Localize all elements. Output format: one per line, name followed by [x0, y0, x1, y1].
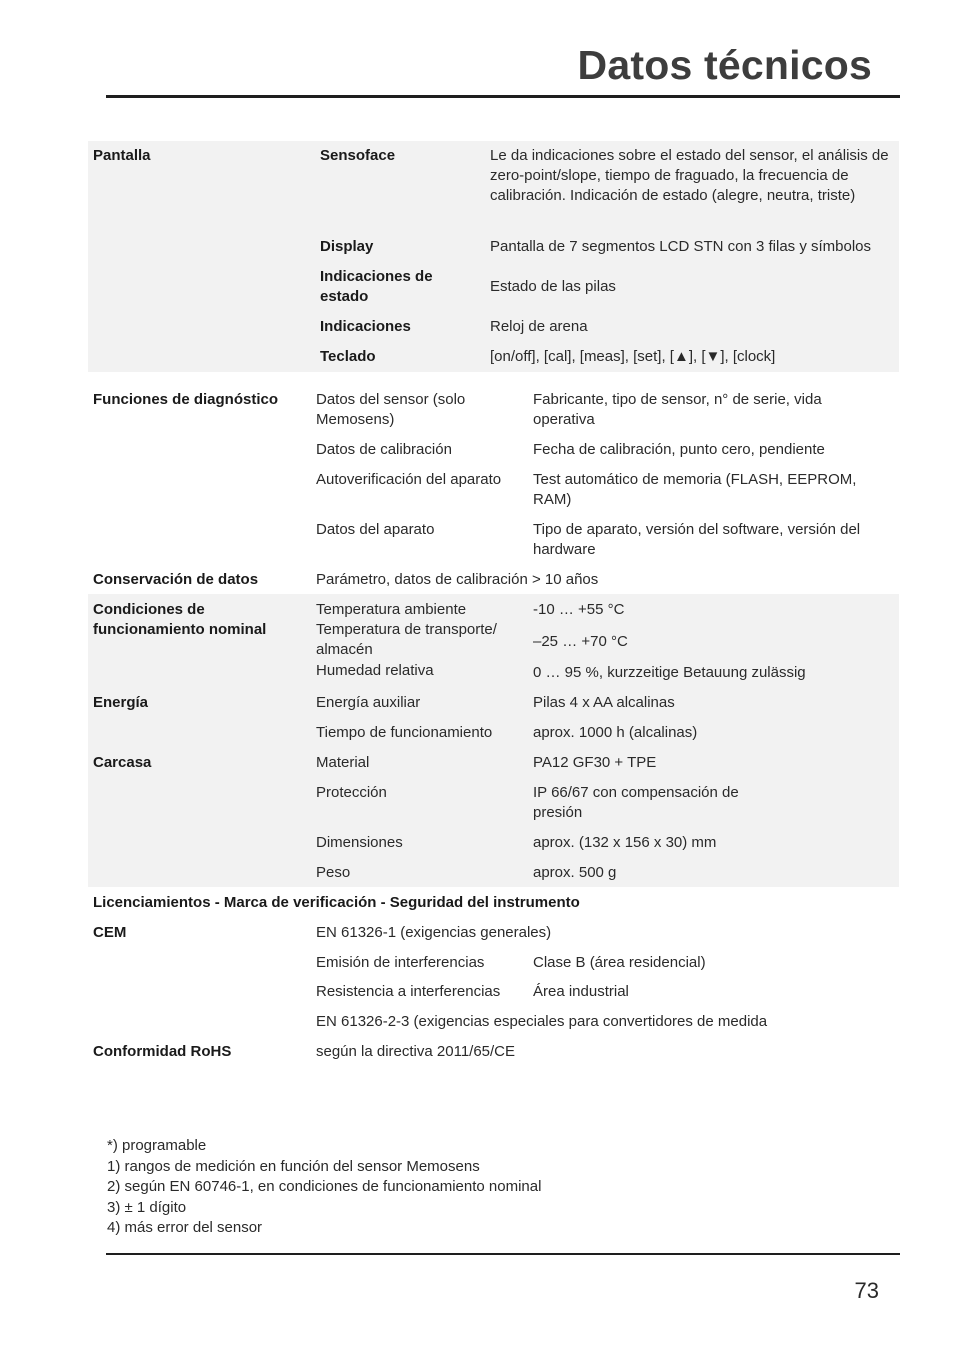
row-value: Tipo de aparato, versión del software, versión del hardware	[533, 521, 861, 558]
row-key: Temperatura ambiente	[316, 601, 467, 618]
footnote: 4) más error del sensor	[107, 1219, 263, 1236]
row-key: Peso	[316, 864, 351, 881]
section-label-pantalla: Pantalla	[93, 147, 151, 164]
row-value: según la directiva 2011/65/CE	[316, 1043, 516, 1060]
row-value: Pantalla de 7 segmentos LCD STN con 3 filas y símbolos	[490, 238, 872, 255]
row-key: Indicaciones	[320, 318, 411, 335]
row-value: Clase B (área residencial)	[533, 954, 706, 971]
row-value: IP 66/67 con compensación de presión	[533, 784, 739, 821]
row-value: -10 … +55 °C	[533, 601, 625, 618]
row-value: –25 … +70 °C	[533, 633, 628, 650]
row-key: Datos de calibración	[316, 441, 452, 458]
row-value: Área industrial	[533, 983, 629, 1000]
row-key: Temperatura de transporte/ almacén	[316, 621, 497, 658]
row-value: Fecha de calibración, punto cero, pendiente	[533, 441, 825, 458]
row-value: Parámetro, datos de calibración > 10 años	[316, 571, 599, 588]
row-value: Pilas 4 x AA alcalinas	[533, 694, 675, 711]
row-value: EN 61326-1 (exigencias generales)	[316, 924, 552, 941]
row-value: Le da indicaciones sobre el estado del sensor, el análisis de zero-point/slope, tiempo de fraguado, la frecuencia de calibración. Indicación de estado (alegre, neutra, triste)	[490, 147, 889, 204]
row-key: Display	[320, 238, 374, 255]
footnote: 1) rangos de medición en función del sensor Memosens	[107, 1157, 480, 1175]
section-label-conservacion: Conservación de datos	[93, 571, 259, 588]
row-value: Test automático de memoria (FLASH, EEPROM, RAM)	[533, 471, 857, 508]
row-value: [on/off], [cal], [meas], [set], [▲], [▼], [clock]	[490, 348, 776, 365]
row-key: Datos del aparato	[316, 521, 435, 538]
row-value: aprox. 500 g	[533, 864, 617, 881]
row-label-rohs: Conformidad RoHS	[93, 1043, 232, 1060]
row-value: Reloj de arena	[490, 318, 588, 335]
row-value: aprox. 1000 h (alcalinas)	[533, 724, 698, 741]
section-label-carcasa: Carcasa	[93, 754, 152, 771]
footnote: 3) ± 1 dígito	[107, 1198, 187, 1216]
row-value: PA12 GF30 + TPE	[533, 754, 657, 771]
row-value: 0 … 95 %, kurzzeitige Betauung zulässig	[533, 664, 806, 681]
section-heading-licencias: Licenciamientos - Marca de verificación - Seguridad del instrumento	[93, 894, 580, 911]
page-title: Datos técnicos	[577, 42, 872, 88]
row-value: Fabricante, tipo de sensor, n° de serie, vida operativa	[533, 391, 822, 428]
row-value: Estado de las pilas	[490, 278, 616, 295]
row-key: Resistencia a interferencias	[316, 983, 501, 1000]
row-key: Energía auxiliar	[316, 694, 421, 711]
row-key: Dimensiones	[316, 834, 403, 851]
row-key: Emisión de interferencias	[316, 954, 485, 971]
row-key: Teclado	[320, 348, 376, 365]
row-key: Humedad relativa	[316, 662, 434, 679]
row-key: Autoverificación del aparato	[316, 471, 502, 488]
footnote: *) programable	[107, 1137, 207, 1154]
row-key: Tiempo de funcionamiento	[316, 724, 493, 741]
row-key: Material	[316, 754, 370, 771]
footnotes	[107, 1136, 541, 1239]
row-key: Sensoface	[320, 147, 396, 164]
row-key: Datos del sensor (solo Memosens)	[316, 391, 466, 428]
header-rule	[106, 95, 900, 98]
footer-rule	[106, 1253, 900, 1255]
row-key: Indicaciones de estado	[320, 268, 433, 305]
footnote: 2) según EN 60746-1, en condiciones de funcionamiento nominal	[107, 1178, 542, 1195]
section-label-diagnostico: Funciones de diagnóstico	[93, 391, 279, 408]
section-label-energia: Energía	[93, 694, 149, 711]
row-key: Protección	[316, 784, 387, 801]
row-value: aprox. (132 x 156 x 30) mm	[533, 834, 717, 851]
page-number: 73	[854, 1278, 879, 1303]
row-value: EN 61326-2-3 (exigencias especiales para convertidores de medida	[316, 1013, 768, 1030]
row-label-cem: CEM	[93, 924, 127, 941]
section-label-condiciones: Condiciones de funcionamiento nominal	[93, 601, 267, 638]
